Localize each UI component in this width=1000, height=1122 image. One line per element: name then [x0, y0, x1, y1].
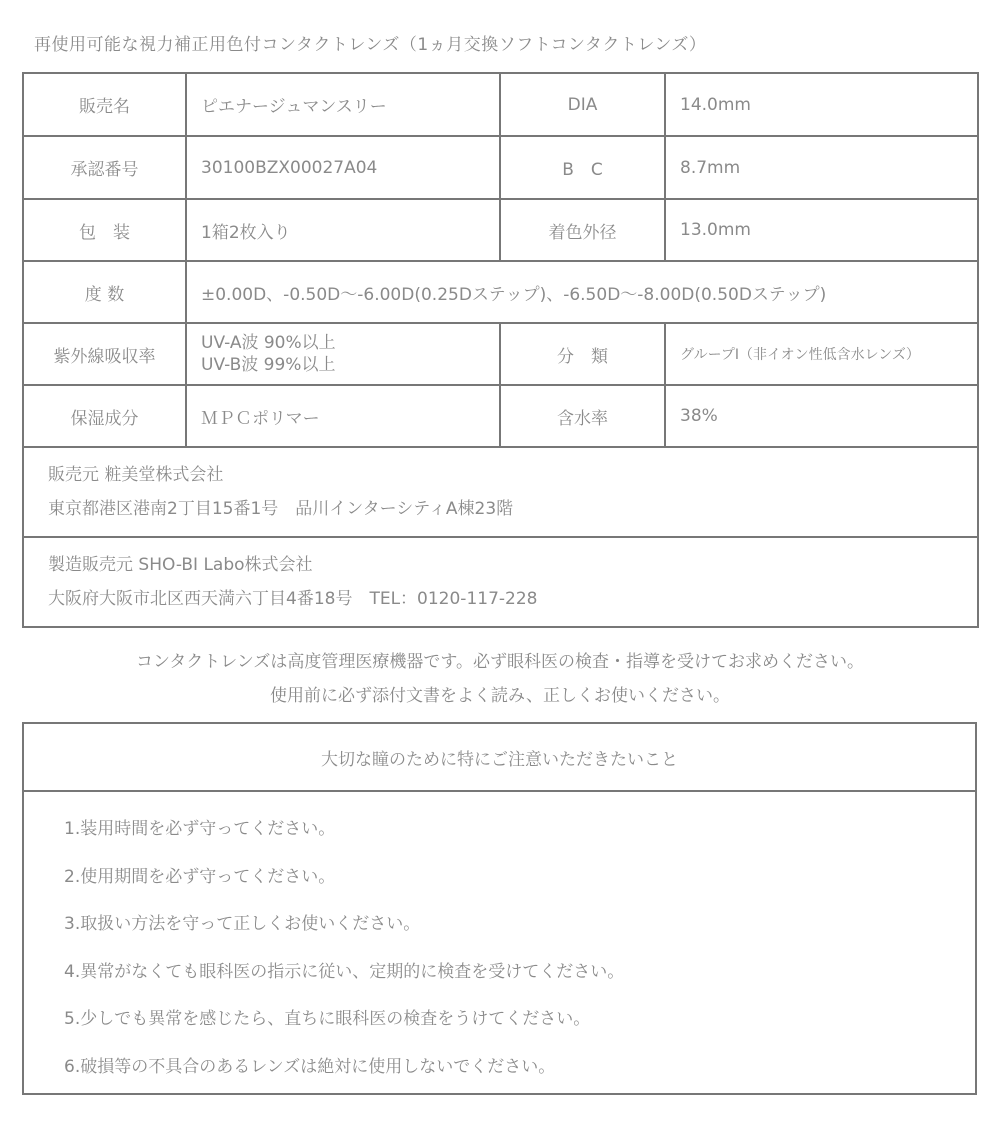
label-classification: 分 類: [500, 323, 665, 385]
caution-item: 3.取扱い方法を守って正しくお使いください。: [64, 914, 421, 934]
table-row-approval: [23, 136, 978, 199]
label-approval-number: 承認番号: [23, 136, 186, 199]
distributor-name: 販売元 粧美堂株式会社: [48, 465, 224, 485]
distributor-info: [23, 447, 978, 537]
manufacturer-address: 大阪府大阪市北区西天満六丁目4番18号 TEL：0120-117-228: [48, 589, 538, 609]
uv-a-value: UV-A波 90%以上: [201, 333, 336, 353]
caution-list: [24, 792, 975, 1091]
caution-item: 2.使用期間を必ず守ってください。: [64, 866, 336, 887]
caution-item: 1.装用時間を必ず守ってください。: [64, 819, 336, 839]
table-row-packaging: [23, 199, 978, 261]
notice-line-2: 使用前に必ず添付文書をよく読み、正しくお使いください。: [269, 686, 731, 706]
caution-box: [22, 722, 977, 1095]
table-row-manufacturer: [23, 537, 978, 627]
page-title: 再使用可能な視力補正用色付コンタクトレンズ（1ヵ月交換ソフトコンタクトレンズ）: [34, 35, 707, 55]
value-bc: 8.7mm: [665, 136, 978, 199]
value-power: ±0.00D、-0.50D〜-6.00D(0.25Dステップ)、-6.50D〜-8.00D(0.50Dステップ): [186, 261, 978, 323]
distributor-address: 東京都港区港南2丁目15番1号 品川インターシティA棟23階: [48, 499, 514, 519]
caution-header: 大切な瞳のために特にご注意いただきたいこと: [24, 724, 975, 792]
value-sales-name: ピエナージュマンスリー: [186, 73, 500, 136]
value-dia: 14.0mm: [665, 73, 978, 136]
table-row-uv: [23, 323, 978, 385]
spec-table: [22, 72, 979, 628]
table-row-distributor: [23, 447, 978, 537]
label-dia: DIA: [500, 73, 665, 136]
label-water-content: 含水率: [500, 385, 665, 447]
table-row-moisture: [23, 385, 978, 447]
value-colored-diameter: 13.0mm: [665, 199, 978, 261]
notice-line-1: コンタクトレンズは高度管理医療機器です。必ず眼科医の検査・指導を受けてお求めください。: [135, 652, 865, 672]
value-approval-number: 30100BZX00027A04: [186, 136, 500, 199]
label-colored-diameter: 着色外径: [500, 199, 665, 261]
label-moisturizer: 保湿成分: [23, 385, 186, 447]
value-water-content: 38%: [665, 385, 978, 447]
manufacturer-name: 製造販売元 SHO-BI Labo株式会社: [48, 555, 313, 575]
uv-b-value: UV-B波 99%以上: [201, 355, 336, 375]
table-row-sales-name: [23, 73, 978, 136]
value-classification: グループⅠ（非イオン性低含水レンズ）: [665, 323, 978, 385]
label-packaging: 包 装: [23, 199, 186, 261]
manufacturer-info: [23, 537, 978, 627]
value-moisturizer: ＭＰＣポリマー: [186, 385, 500, 447]
caution-item: 5.少しでも異常を感じたら、直ちに眼科医の検査をうけてください。: [64, 1009, 591, 1029]
label-uv-absorption: 紫外線吸収率: [23, 323, 186, 385]
table-row-power: [23, 261, 978, 323]
caution-item: 4.異常がなくても眼科医の指示に従い、定期的に検査を受けてください。: [64, 961, 625, 982]
value-packaging: 1箱2枚入り: [186, 199, 500, 261]
label-sales-name: 販売名: [23, 73, 186, 136]
label-bc: B C: [500, 136, 665, 199]
caution-item: 6.破損等の不具合のあるレンズは絶対に使用しないでください。: [64, 1056, 556, 1077]
label-power: 度 数: [23, 261, 186, 323]
value-uv-absorption: [186, 323, 500, 385]
